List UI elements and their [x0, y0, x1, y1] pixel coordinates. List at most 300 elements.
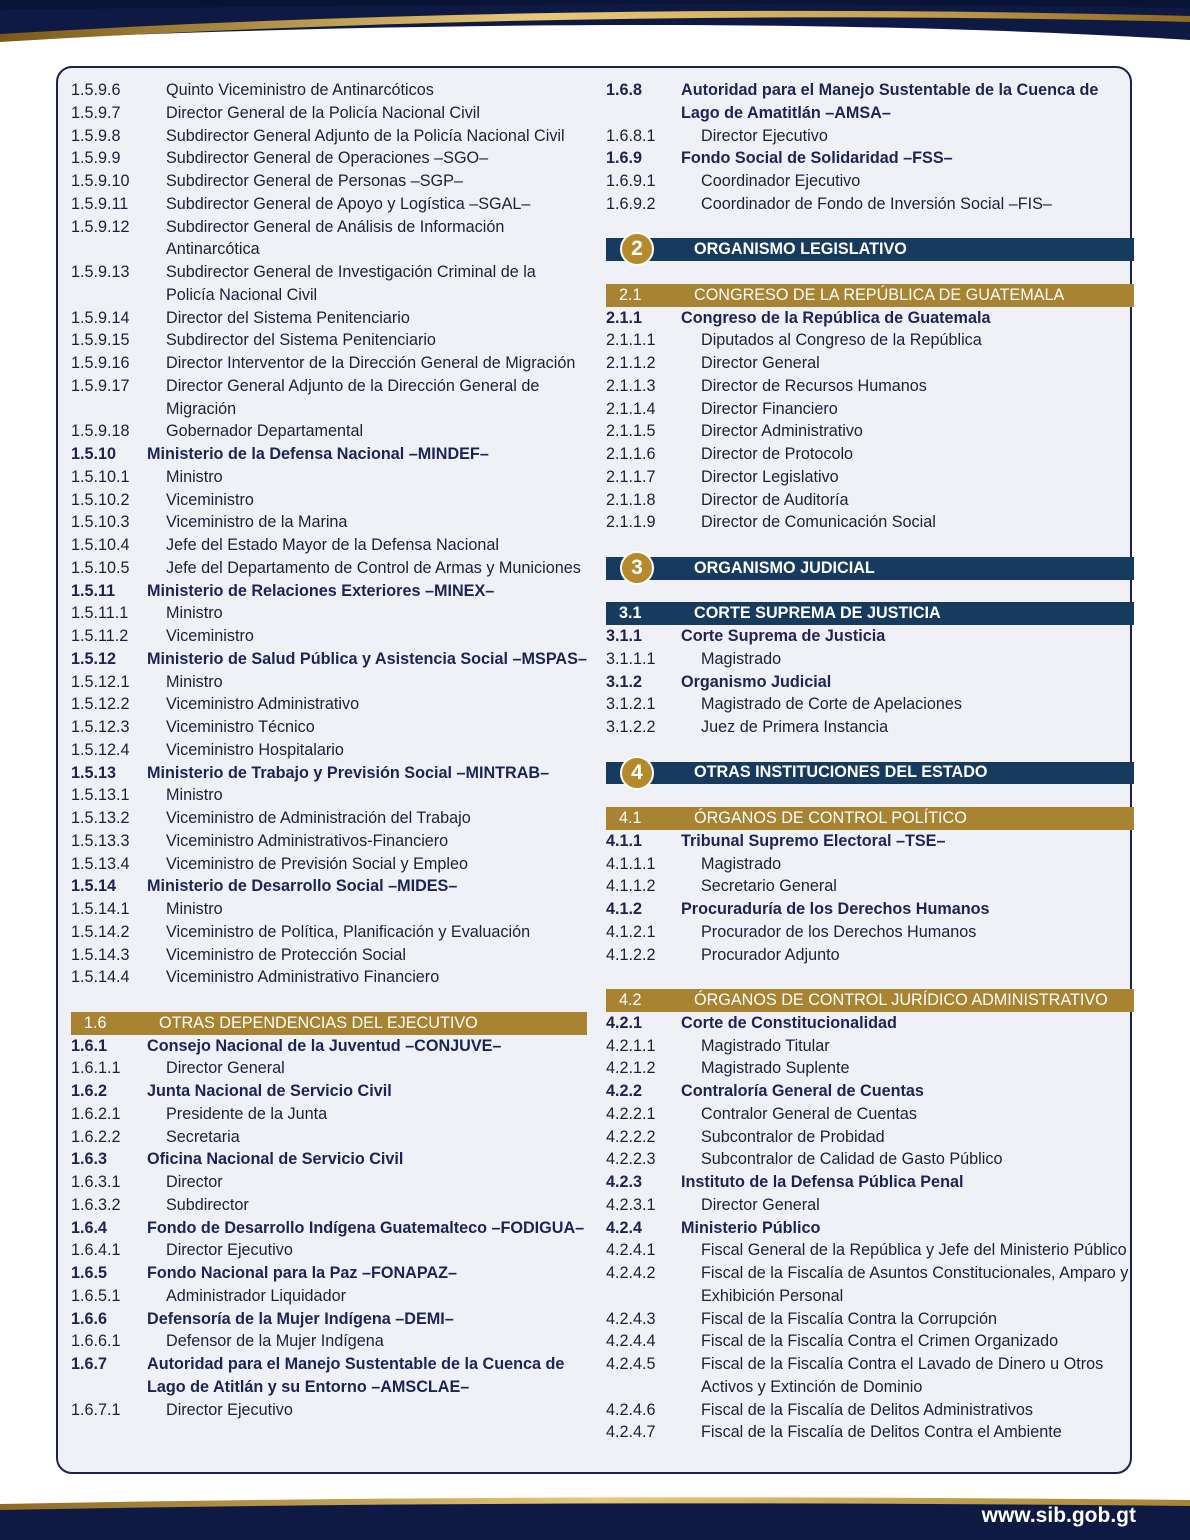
item-text: Ministerio de Trabajo y Previsión Social –MINTRAB–: [147, 763, 550, 782]
item-text: Director de Comunicación Social: [701, 513, 936, 532]
item-number: 1.5.12.3: [71, 718, 130, 736]
item-text: Secretario General: [701, 877, 837, 896]
item-text: Viceministro de Previsión Social y Empleo: [166, 854, 468, 873]
item-text: Procurador Adjunto: [701, 945, 840, 964]
item-text: Director General Adjunto de la Dirección General de Migración: [166, 376, 540, 418]
section-header-bar: [606, 807, 1134, 830]
right-column: [606, 79, 1134, 1444]
spacer: [606, 261, 1134, 284]
section-number: 2.1: [619, 285, 642, 304]
position-list-item: [606, 693, 1134, 716]
position-list-item: [71, 602, 587, 625]
item-text: Fiscal General de la República y Jefe del Ministerio Público: [701, 1241, 1127, 1260]
position-list-item: [71, 1171, 587, 1194]
item-number: 3.1.2: [606, 672, 643, 691]
institution-heading: [606, 307, 1134, 330]
item-text: Director General: [701, 354, 820, 372]
position-list-item: [71, 944, 587, 967]
spacer: [606, 580, 1134, 603]
position-list-item: [606, 170, 1134, 193]
item-text: Viceministro de Administración del Trabajo: [166, 809, 471, 827]
organism-title: OTRAS INSTITUCIONES DEL ESTADO: [694, 763, 988, 782]
item-text: Diputados al Congreso de la República: [701, 331, 982, 350]
item-number: 1.6.4.1: [71, 1241, 121, 1260]
item-number: 1.5.13.1: [71, 786, 130, 805]
item-number: 1.6.1.1: [71, 1059, 121, 1078]
position-list-item: [606, 1057, 1134, 1080]
institution-heading: [71, 580, 587, 603]
position-list-item: [71, 966, 587, 989]
position-list-item: [606, 1239, 1134, 1262]
item-number: 4.2.4.4: [606, 1332, 656, 1351]
item-text: Oficina Nacional de Servicio Civil: [147, 1150, 404, 1169]
section-number: 4.2: [619, 990, 642, 1009]
position-list-item: [71, 625, 587, 648]
item-text: Subdirector General de Personas –SGP–: [166, 172, 463, 190]
item-number: 4.1.2.2: [606, 945, 656, 964]
item-text: Magistrado Suplente: [701, 1059, 850, 1078]
position-list-item: [71, 557, 587, 580]
item-text: Viceministro Administrativos-Financiero: [166, 831, 449, 850]
section-number: 3.1: [619, 604, 642, 623]
item-text: Subdirector General de Operaciones –SGO–: [166, 149, 489, 168]
item-number: 4.2.2.1: [606, 1104, 656, 1123]
item-number: 2.1.1.6: [606, 445, 656, 463]
item-text: Fondo Nacional para la Paz –FONAPAZ–: [147, 1264, 458, 1282]
item-text: Junta Nacional de Servicio Civil: [147, 1082, 392, 1100]
item-text: Subdirector del Sistema Penitenciario: [166, 331, 436, 350]
section-number-badge: 2: [620, 232, 654, 266]
position-list-item: [71, 170, 587, 193]
item-number: 4.2.3.1: [606, 1195, 656, 1214]
position-list-item: [71, 807, 587, 830]
item-number: 1.6.9: [606, 149, 643, 168]
item-number: 1.5.12.2: [71, 695, 130, 714]
position-list-item: [71, 102, 587, 125]
item-number: 1.5.14.1: [71, 900, 130, 918]
item-number: 1.5.10.4: [71, 536, 130, 554]
item-number: 1.6.2.1: [71, 1104, 121, 1123]
item-text: Contralor General de Cuentas: [701, 1104, 917, 1123]
position-list-item: [606, 1308, 1134, 1331]
item-number: 1.6.2: [71, 1082, 108, 1100]
position-list-item: [71, 853, 587, 876]
left-column: [71, 79, 587, 1421]
item-text: Subcontralor de Probidad: [701, 1127, 885, 1146]
position-list-item: [71, 1126, 587, 1149]
item-text: Subdirector General de Investigación Criminal de la Policía Nacional Civil: [166, 263, 536, 304]
item-text: Procuraduría de los Derechos Humanos: [681, 900, 990, 918]
item-number: 1.6.9.1: [606, 172, 656, 190]
item-number: 3.1.2.1: [606, 695, 656, 714]
item-number: 1.6.3.2: [71, 1195, 121, 1214]
organism-header-bar: [606, 557, 1134, 580]
institution-heading: [71, 875, 587, 898]
section-number-badge: 4: [620, 756, 654, 790]
position-list-item: [71, 1239, 587, 1262]
item-text: Jefe del Estado Mayor de la Defensa Nacional: [166, 536, 499, 554]
organism-title: ORGANISMO JUDICIAL: [694, 558, 875, 577]
section-number-badge: 3: [620, 551, 654, 585]
position-list-item: [71, 352, 587, 375]
item-number: 1.6.5: [71, 1264, 108, 1282]
item-text: Ministro: [166, 786, 223, 805]
item-number: 1.5.13: [71, 763, 117, 782]
item-number: 1.6.3.1: [71, 1173, 121, 1191]
position-list-item: [606, 466, 1134, 489]
position-list-item: [606, 1126, 1134, 1149]
institution-heading: [71, 1148, 587, 1171]
content-panel: [56, 66, 1132, 1474]
item-number: 1.5.10.1: [71, 467, 130, 486]
institution-heading: [71, 1080, 587, 1103]
item-number: 4.2.4.2: [606, 1264, 656, 1282]
item-text: Director de Recursos Humanos: [701, 376, 927, 395]
item-text: Congreso de la República de Guatemala: [681, 308, 991, 327]
section-header-bar: [71, 1012, 587, 1035]
position-list-item: [71, 1057, 587, 1080]
item-number: 1.5.10.5: [71, 558, 130, 577]
item-text: Gobernador Departamental: [166, 422, 364, 441]
organism-header-bar: [606, 238, 1134, 261]
item-number: 1.5.10.2: [71, 490, 130, 509]
institution-heading: [71, 1262, 587, 1285]
section-title: CONGRESO DE LA REPÚBLICA DE GUATEMALA: [694, 285, 1065, 304]
item-number: 1.5.14.4: [71, 968, 130, 987]
item-number: 2.1.1.2: [606, 354, 656, 372]
item-text: Jefe del Departamento de Control de Armas y Municiones: [166, 558, 581, 577]
item-text: Viceministro Hospitalario: [166, 740, 344, 759]
item-number: 1.5.12.4: [71, 740, 130, 759]
item-number: 4.2.4.1: [606, 1241, 656, 1260]
section-header-bar: [606, 284, 1134, 307]
item-number: 1.6.7.1: [71, 1400, 121, 1419]
item-number: 4.2.1.2: [606, 1059, 656, 1078]
section-title: ÓRGANOS DE CONTROL JURÍDICO ADMINISTRATIVO: [694, 990, 1108, 1009]
organism-header-bar: [606, 762, 1134, 785]
position-list-item: [71, 216, 587, 262]
section-number: 4.1: [619, 808, 642, 827]
institution-heading: [606, 898, 1134, 921]
item-text: Fiscal de la Fiscalía Contra el Crimen Organizado: [701, 1332, 1059, 1351]
institution-heading: [606, 147, 1134, 170]
item-text: Director de Protocolo: [701, 445, 854, 463]
item-number: 1.6.6: [71, 1309, 108, 1328]
position-list-item: [71, 739, 587, 762]
header-decorative-band: [0, 0, 1190, 48]
position-list-item: [71, 898, 587, 921]
item-text: Procurador de los Derechos Humanos: [701, 922, 977, 941]
item-number: 1.5.13.4: [71, 854, 130, 873]
item-number: 4.1.2.1: [606, 922, 656, 941]
item-number: 1.5.11: [71, 581, 116, 600]
item-text: Director Legislativo: [701, 467, 839, 486]
position-list-item: [71, 466, 587, 489]
section-header-bar: [606, 989, 1134, 1012]
item-text: Subdirector General de Análisis de Información Antinarcótica: [166, 217, 505, 259]
item-text: Fiscal de la Fiscalía de Delitos Contra el Ambiente: [701, 1423, 1062, 1442]
item-number: 1.6.4: [71, 1218, 108, 1237]
item-number: 4.1.2: [606, 900, 643, 918]
item-number: 1.5.9.8: [71, 126, 121, 145]
section-title: OTRAS DEPENDENCIAS DEL EJECUTIVO: [159, 1013, 478, 1032]
item-text: Subdirector General de Apoyo y Logística –SGAL–: [166, 194, 531, 213]
item-text: Administrador Liquidador: [166, 1286, 346, 1305]
item-number: 2.1.1.4: [606, 399, 656, 418]
position-list-item: [71, 329, 587, 352]
item-number: 4.2.3: [606, 1173, 643, 1191]
section-header-bar: [606, 602, 1134, 625]
position-list-item: [606, 398, 1134, 421]
position-list-item: [606, 875, 1134, 898]
item-number: 4.2.2: [606, 1082, 643, 1100]
institution-heading: [71, 443, 587, 466]
item-text: Director de Auditoría: [701, 490, 849, 509]
item-number: 4.2.2.3: [606, 1150, 656, 1169]
position-list-item: [71, 1330, 587, 1353]
item-number: 4.2.4: [606, 1218, 643, 1237]
item-text: Ministro: [166, 467, 223, 486]
item-text: Director General de la Policía Nacional Civil: [166, 103, 480, 122]
position-list-item: [71, 420, 587, 443]
institution-heading: [71, 1308, 587, 1331]
position-list-item: [606, 443, 1134, 466]
item-number: 4.2.1: [606, 1013, 643, 1032]
item-text: Magistrado de Corte de Apelaciones: [701, 695, 962, 714]
item-number: 2.1.1.8: [606, 490, 656, 509]
item-number: 1.5.9.14: [71, 308, 130, 327]
item-number: 2.1.1.9: [606, 513, 656, 532]
item-text: Fiscal de la Fiscalía de Asuntos Constitucionales, Amparo y Exhibición Personal: [701, 1264, 1129, 1305]
item-text: Presidente de la Junta: [166, 1104, 328, 1123]
position-list-item: [606, 944, 1134, 967]
position-list-item: [71, 125, 587, 148]
item-text: Viceministro Administrativo Financiero: [166, 968, 440, 987]
position-list-item: [71, 716, 587, 739]
item-text: Tribunal Supremo Electoral –TSE–: [681, 831, 946, 850]
item-number: 1.5.11.2: [71, 627, 129, 645]
item-text: Defensoría de la Mujer Indígena –DEMI–: [147, 1309, 454, 1328]
item-number: 1.5.9.10: [71, 172, 130, 190]
item-number: 2.1.1.1: [606, 331, 656, 350]
item-text: Magistrado: [701, 854, 782, 873]
section-title: ÓRGANOS DE CONTROL POLÍTICO: [694, 808, 967, 827]
position-list-item: [71, 79, 587, 102]
item-text: Ministerio de Relaciones Exteriores –MINEX–: [147, 581, 495, 600]
item-text: Corte Suprema de Justicia: [681, 627, 886, 645]
spacer: [606, 966, 1134, 989]
position-list-item: [606, 1421, 1134, 1444]
website-url[interactable]: www.sib.gob.gt: [981, 1504, 1136, 1527]
section-number: 1.6: [84, 1013, 107, 1032]
position-list-item: [71, 511, 587, 534]
item-text: Viceministro: [166, 627, 254, 645]
institution-heading: [71, 1035, 587, 1058]
position-list-item: [606, 1262, 1134, 1308]
position-list-item: [71, 147, 587, 170]
institution-heading: [71, 1353, 587, 1399]
item-number: 1.6.2.2: [71, 1127, 121, 1146]
item-number: 4.2.1.1: [606, 1036, 656, 1055]
item-text: Contraloría General de Cuentas: [681, 1082, 924, 1100]
item-number: 4.1.1.2: [606, 877, 656, 896]
item-text: Ministro: [166, 604, 223, 623]
position-list-item: [606, 352, 1134, 375]
item-text: Ministro: [166, 672, 223, 691]
item-text: Director Ejecutivo: [701, 126, 828, 145]
item-text: Director del Sistema Penitenciario: [166, 308, 410, 327]
position-list-item: [71, 1399, 587, 1422]
position-list-item: [71, 784, 587, 807]
item-number: 2.1.1.7: [606, 467, 656, 486]
organism-title: ORGANISMO LEGISLATIVO: [694, 240, 907, 259]
institution-heading: [606, 671, 1134, 694]
institution-heading: [606, 1217, 1134, 1240]
position-list-item: [606, 853, 1134, 876]
item-text: Viceministro de Protección Social: [166, 945, 406, 964]
spacer: [606, 534, 1134, 557]
item-number: 1.5.13.3: [71, 831, 130, 850]
item-text: Fiscal de la Fiscalía de Delitos Administrativos: [701, 1400, 1033, 1419]
institution-heading: [606, 1171, 1134, 1194]
position-list-item: [71, 1103, 587, 1126]
item-text: Director General: [701, 1195, 820, 1214]
position-list-item: [606, 1103, 1134, 1126]
position-list-item: [606, 420, 1134, 443]
position-list-item: [606, 1035, 1134, 1058]
item-text: Fondo de Desarrollo Indígena Guatemalteco –FODIGUA–: [147, 1218, 585, 1237]
item-text: Juez de Primera Instancia: [701, 718, 889, 736]
position-list-item: [606, 921, 1134, 944]
item-text: Director: [166, 1173, 223, 1191]
item-text: Subcontralor de Calidad de Gasto Público: [701, 1150, 1003, 1169]
item-number: 1.6.1: [71, 1036, 108, 1055]
item-text: Director Ejecutivo: [166, 1241, 293, 1260]
item-number: 1.5.9.18: [71, 422, 130, 441]
item-number: 1.5.14.2: [71, 922, 130, 941]
item-text: Ministerio Público: [681, 1218, 821, 1237]
position-list-item: [606, 1148, 1134, 1171]
item-number: 1.5.9.6: [71, 81, 121, 99]
item-number: 1.5.9.13: [71, 263, 130, 281]
item-text: Defensor de la Mujer Indígena: [166, 1332, 384, 1351]
item-number: 4.2.4.3: [606, 1309, 656, 1328]
item-text: Magistrado: [701, 649, 782, 668]
item-number: 2.1.1.5: [606, 422, 656, 441]
position-list-item: [71, 193, 587, 216]
position-list-item: [71, 830, 587, 853]
institution-heading: [71, 648, 587, 671]
item-number: 1.6.6.1: [71, 1332, 121, 1351]
item-number: 4.2.2.2: [606, 1127, 656, 1146]
item-text: Consejo Nacional de la Juventud –CONJUVE–: [147, 1036, 502, 1055]
item-text: Organismo Judicial: [681, 672, 832, 691]
item-number: 1.5.10: [71, 445, 117, 463]
position-list-item: [71, 261, 587, 307]
position-list-item: [606, 716, 1134, 739]
item-text: Director Ejecutivo: [166, 1400, 293, 1419]
position-list-item: [71, 921, 587, 944]
item-text: Ministerio de Salud Pública y Asistencia Social –MSPAS–: [147, 649, 587, 668]
item-text: Fondo Social de Solidaridad –FSS–: [681, 149, 953, 168]
institution-heading: [71, 762, 587, 785]
item-number: 2.1.1.3: [606, 376, 656, 395]
institution-heading: [71, 1217, 587, 1240]
item-text: Viceministro Administrativo: [166, 695, 360, 714]
section-title: CORTE SUPREMA DE JUSTICIA: [694, 604, 941, 623]
item-text: Fiscal de la Fiscalía Contra el Lavado de Dinero u Otros Activos y Extinción de Dominio: [701, 1355, 1104, 1396]
item-number: 4.2.4.7: [606, 1423, 656, 1442]
item-text: Autoridad para el Manejo Sustentable de la Cuenca de Lago de Atitlán y su Entorno –AMSCLAE–: [147, 1355, 565, 1396]
spacer: [71, 989, 587, 1012]
item-text: Subdirector: [166, 1195, 249, 1214]
item-text: Viceministro: [166, 490, 254, 509]
item-number: 4.2.4.6: [606, 1400, 656, 1419]
item-number: 1.6.9.2: [606, 194, 656, 213]
position-list-item: [71, 489, 587, 512]
item-number: 1.6.3: [71, 1150, 108, 1169]
position-list-item: [71, 671, 587, 694]
item-number: 1.6.5.1: [71, 1286, 121, 1305]
item-number: 4.1.1.1: [606, 854, 656, 873]
item-number: 1.5.9.16: [71, 354, 130, 372]
item-text: Ministerio de la Defensa Nacional –MINDEF–: [147, 445, 489, 463]
position-list-item: [71, 693, 587, 716]
item-text: Ministro: [166, 900, 223, 918]
item-text: Viceministro de Política, Planificación y Evaluación: [166, 922, 531, 941]
institution-heading: [606, 625, 1134, 648]
item-number: 1.5.11.1: [71, 604, 129, 623]
item-number: 1.6.8: [606, 81, 643, 99]
position-list-item: [606, 648, 1134, 671]
item-number: 2.1.1: [606, 308, 643, 327]
position-list-item: [71, 534, 587, 557]
item-text: Viceministro Técnico: [166, 718, 315, 736]
item-text: Quinto Viceministro de Antinarcóticos: [166, 81, 434, 99]
item-number: 1.5.13.2: [71, 809, 130, 827]
item-text: Fiscal de la Fiscalía Contra la Corrupción: [701, 1309, 997, 1328]
institution-heading: [606, 830, 1134, 853]
position-list-item: [606, 489, 1134, 512]
position-list-item: [606, 375, 1134, 398]
item-number: 4.1.1: [606, 831, 643, 850]
item-text: Director Administrativo: [701, 422, 863, 441]
item-number: 1.5.10.3: [71, 513, 130, 532]
spacer: [606, 216, 1134, 239]
item-text: Ministerio de Desarrollo Social –MIDES–: [147, 877, 458, 896]
item-text: Director General: [166, 1059, 285, 1078]
position-list-item: [606, 1194, 1134, 1217]
position-list-item: [606, 1353, 1134, 1399]
position-list-item: [606, 329, 1134, 352]
item-text: Magistrado Titular: [701, 1036, 830, 1055]
item-number: 4.2.4.5: [606, 1355, 656, 1373]
item-text: Subdirector General Adjunto de la Policía Nacional Civil: [166, 126, 565, 145]
item-number: 1.5.9.7: [71, 103, 121, 122]
item-number: 1.5.9.9: [71, 149, 121, 168]
spacer: [606, 784, 1134, 807]
item-number: 1.5.14: [71, 877, 117, 896]
position-list-item: [71, 307, 587, 330]
item-number: 1.5.9.17: [71, 376, 130, 395]
item-number: 1.6.8.1: [606, 126, 656, 145]
item-text: Coordinador de Fondo de Inversión Social –FIS–: [701, 194, 1052, 213]
item-number: 1.5.14.3: [71, 945, 130, 964]
item-text: Autoridad para el Manejo Sustentable de la Cuenca de Lago de Amatitlán –AMSA–: [681, 81, 1099, 122]
spacer: [606, 739, 1134, 762]
item-number: 1.6.7: [71, 1355, 108, 1373]
institution-heading: [606, 79, 1134, 125]
